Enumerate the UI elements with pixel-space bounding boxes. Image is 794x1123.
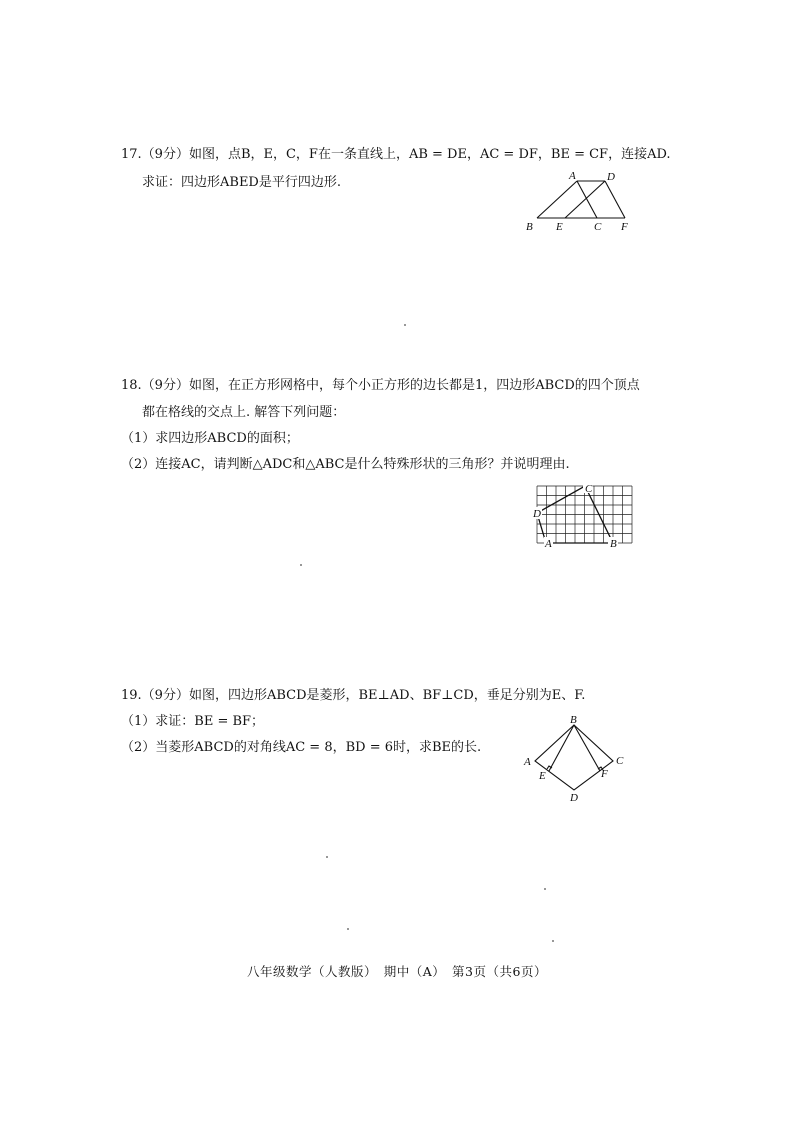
label-b: B xyxy=(526,221,533,233)
q17-prove-statement: 求证：四边形ABED是平行四边形. xyxy=(142,175,341,190)
q18-stem: 18.（9分）如图，在正方形网格中，每个小正方形的边长都是1，四边形ABCD的四个顶点 xyxy=(121,378,640,393)
q19-part-1: （1）求证：BE = BF； xyxy=(121,714,265,729)
segment-df xyxy=(605,181,625,218)
scan-speck xyxy=(326,856,328,858)
segment-ac xyxy=(577,181,597,218)
q17-figure xyxy=(520,168,640,238)
q19-part-2: （2）当菱形ABCD的对角线AC = 8，BD = 6时，求BE的长. xyxy=(121,740,482,755)
scan-speck xyxy=(347,928,349,930)
label-c: C xyxy=(594,221,602,233)
label-d: D xyxy=(533,508,541,520)
segment-be xyxy=(549,725,574,771)
scan-speck xyxy=(552,940,554,942)
q18-part-2: （2）连接AC，请判断△ADC和△ABC是什么特殊形状的三角形？并说明理由. xyxy=(121,457,570,472)
label-f: F xyxy=(601,768,608,780)
rhombus-abcd xyxy=(535,725,613,790)
q19-stem: 19.（9分）如图，四边形ABCD是菱形，BE⊥AD、BF⊥CD，垂足分别为E、F. xyxy=(121,688,586,703)
label-e: E xyxy=(539,770,546,782)
scan-speck xyxy=(300,564,302,566)
label-c: C xyxy=(616,755,624,767)
label-e: E xyxy=(556,221,563,233)
label-a: A xyxy=(569,170,576,182)
label-d: D xyxy=(607,171,615,183)
q18-grid-figure xyxy=(532,482,632,550)
scan-speck xyxy=(544,888,546,890)
label-b: B xyxy=(610,538,617,550)
page-footer: 八年级数学（人教版） 期中（A） 第3页（共6页） xyxy=(247,964,547,979)
label-f: F xyxy=(621,221,628,233)
q18-part-1: （1）求四边形ABCD的面积； xyxy=(121,431,299,446)
label-a: A xyxy=(524,756,531,768)
q17-stem: 17.（9分）如图，点B，E，C，F在一条直线上，AB = DE，AC = DF，BE = CF，连接AD. xyxy=(121,147,671,162)
label-a: A xyxy=(545,538,552,550)
q18-stem-continued: 都在格线的交点上. 解答下列问题： xyxy=(142,405,346,420)
scan-speck xyxy=(404,324,406,326)
segment-bf xyxy=(574,725,600,771)
label-b: B xyxy=(570,714,577,726)
q19-rhombus-figure xyxy=(518,712,628,807)
label-c: C xyxy=(585,483,593,495)
label-d: D xyxy=(570,792,578,804)
